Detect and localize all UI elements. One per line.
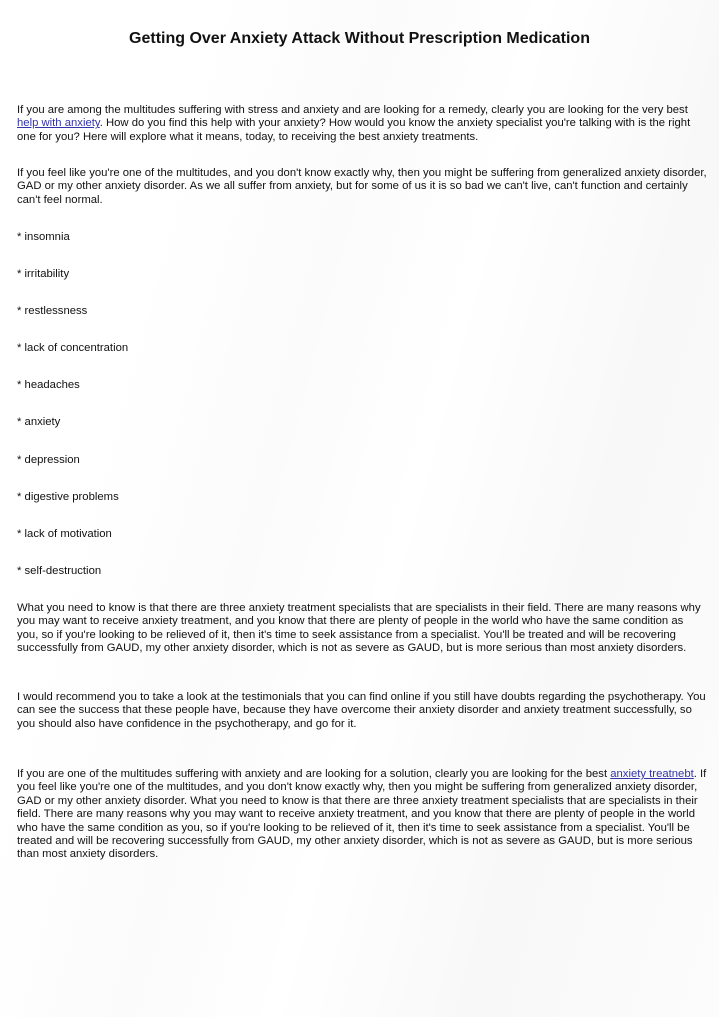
symptom-list-item: * irritability (17, 268, 70, 280)
symptom-list-item: * self-destruction (17, 565, 102, 577)
testimonials-paragraph: I would recommend you to take a look at the testimonials that you can find online if you still have doubts regarding the psychotherapy. You can see the success that these people have, because they have overcome their anxiety disorder and anxiety treatment successfully, so you should also have confidence in the psychotherapy, and go for it. (17, 691, 706, 730)
intro-paragraph (17, 104, 707, 144)
specialists-paragraph: What you need to know is that there are three anxiety treatment specialists that are specialists in their field. There are many reasons why you may want to receive anxiety treatment, and you know that there are plenty of people in the world who have the same condition as you, so if you're looking to be relieved of it, then it's time to seek assistance from a specialist. You'll be treated and will be recovering successfully from GAUD, my other anxiety disorder, which is not as severe as GAUD, but is more serious than most anxiety disorders. (17, 602, 701, 655)
page-title: Getting Over Anxiety Attack Without Prescription Medication (129, 30, 590, 47)
intro-text-after: . How do you find this help with your anxiety? How would you know the anxiety specialist you're talking with is the right one for you? Here will explore what it means, today, to receiving the best anxiety treatments. (17, 117, 691, 143)
symptom-list-item: * depression (17, 454, 80, 466)
gad-paragraph: If you feel like you're one of the multitudes, and you don't know exactly why, then you might be suffering from generalized anxiety disorder, GAD or my other anxiety disorder. As we all suffer from anxiety, but for some of us it is so bad we can't live, can't function and certainly can't feel normal. (17, 167, 707, 206)
anxiety-treatment-link[interactable]: anxiety treatnebt (610, 768, 694, 780)
symptom-list-item: * restlessness (17, 305, 88, 317)
symptom-list-item: * anxiety (17, 416, 61, 428)
intro-text-before: If you are among the multitudes suffering with stress and anxiety and are looking for a remedy, clearly you are looking for the very best (17, 104, 688, 116)
solution-text-after: . If you feel like you're one of the multitudes, and you don't know exactly why, then you might be suffering from generalized anxiety disorder, GAD or my other anxiety disorder. What you need to know is that there are three anxiety treatment specialists that are specialists in their field. There are many reasons why you may want to receive anxiety treatment, and you know that there are plenty of people in the world who have the same condition as you, so if you're looking to be relieved of it, then it's time to seek assistance from a specialist. You'll be treated and will be recovering successfully from GAUD, my other anxiety disorder, which is not as severe as GAUD, but is more serious than most anxiety disorders. (17, 768, 707, 861)
symptom-list-item: * headaches (17, 379, 80, 391)
symptom-list-item: * lack of motivation (17, 528, 112, 540)
help-with-anxiety-link[interactable]: help with anxiety (17, 117, 100, 130)
symptom-list-item: * lack of concentration (17, 342, 129, 354)
symptom-list-item: * digestive problems (17, 491, 119, 503)
solution-paragraph (17, 768, 707, 862)
solution-text-before: If you are one of the multitudes suffering with anxiety and are looking for a solution, clearly you are looking for the best (17, 768, 611, 780)
symptom-list-item: * insomnia (17, 231, 70, 243)
